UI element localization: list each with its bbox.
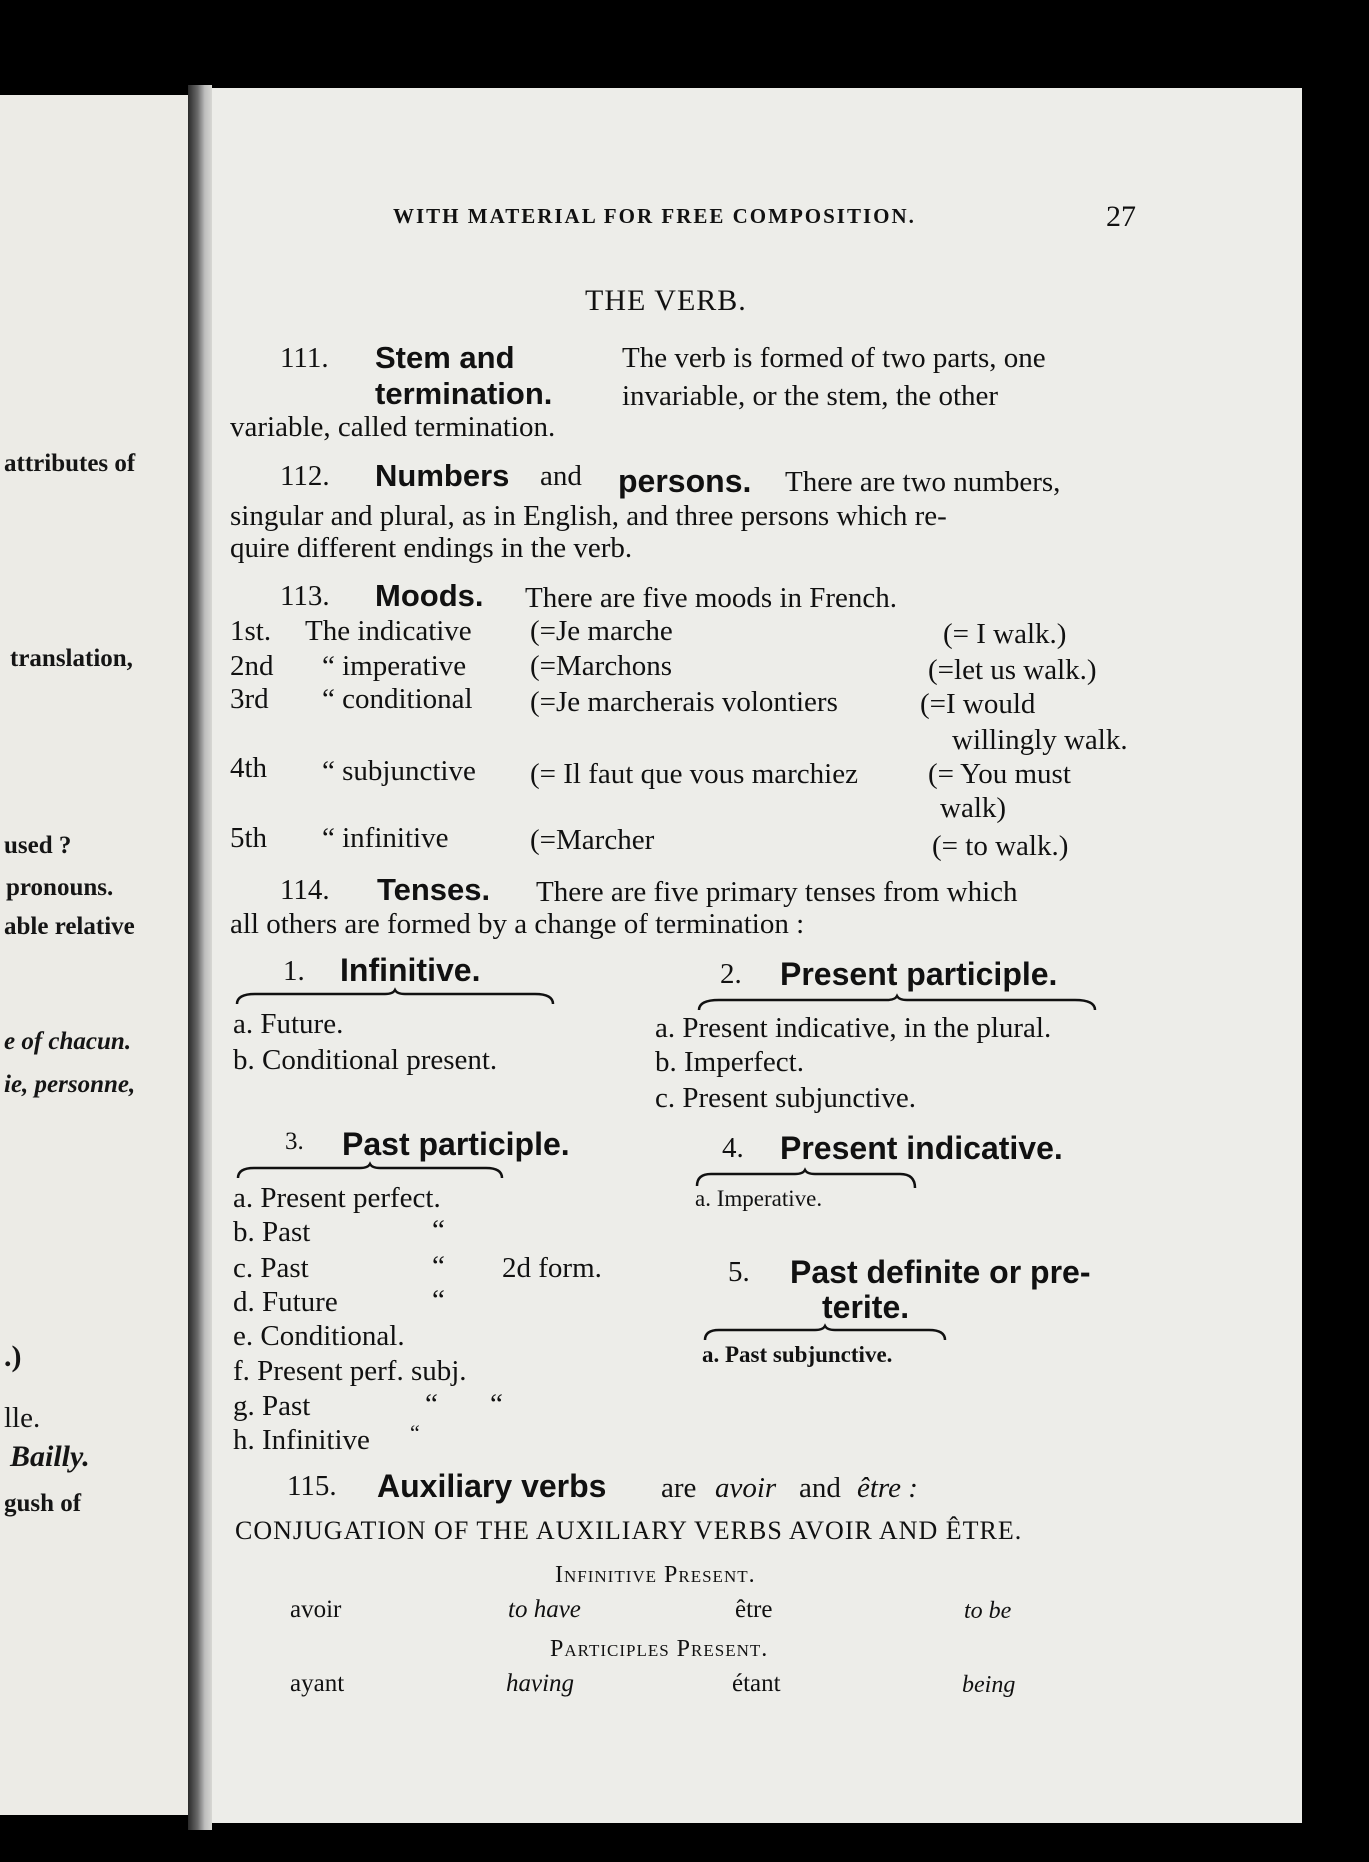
text-line: invariable, or the stem, the other <box>622 380 999 412</box>
mood-name: “ conditional <box>322 683 473 715</box>
mood-english: (= You must <box>928 758 1071 790</box>
mood-name: The indicative <box>305 615 472 647</box>
mood-ordinal: 5th <box>230 822 268 854</box>
group-item: a. Present perfect. <box>233 1182 441 1214</box>
paragraph-heading: Moods. <box>375 578 484 613</box>
text-line: are <box>661 1472 697 1504</box>
left-page <box>0 95 200 1815</box>
ditto-mark: “ <box>490 1388 503 1420</box>
paragraph-number: 111. <box>280 342 329 374</box>
left-fragment: .) <box>4 1340 22 1373</box>
mood-french: (=Marchons <box>530 650 672 682</box>
left-fragment: ie, personne, <box>4 1071 136 1098</box>
left-fragment: lle. <box>4 1402 41 1434</box>
mood-ordinal: 4th <box>230 752 268 784</box>
group-item: a. Present indicative, in the plural. <box>655 1012 1052 1044</box>
text-line: all others are formed by a change of termination : <box>230 908 805 940</box>
paragraph-heading: termination. <box>375 376 553 411</box>
group-item: c. Present subjunctive. <box>655 1082 916 1114</box>
group-number: 3. <box>285 1128 304 1155</box>
mood-french: (=Je marcherais volontiers <box>530 686 838 718</box>
mood-ordinal: 2nd <box>230 650 274 682</box>
left-fragment: used ? <box>4 832 72 859</box>
group-brace <box>236 1164 506 1184</box>
text-line: There are five moods in French. <box>525 582 898 614</box>
left-fragment: pronouns. <box>6 874 114 901</box>
mood-english: (= to walk.) <box>932 830 1069 862</box>
group-item: b. Past <box>233 1216 311 1248</box>
left-fragment: gush of <box>4 1490 82 1517</box>
group-item: e. Conditional. <box>233 1320 405 1352</box>
section-title: THE VERB. <box>585 284 747 317</box>
paragraph-number: 112. <box>280 460 330 492</box>
group-item: a. Past subjunctive. <box>702 1342 893 1367</box>
text-line: There are five primary tenses from which <box>536 876 1018 908</box>
group-item: b. Conditional present. <box>233 1044 498 1076</box>
left-fragment: translation, <box>10 645 133 672</box>
mood-french: (= Il faut que vous marchiez <box>530 758 858 790</box>
group-item: a. Imperative. <box>695 1186 823 1211</box>
text-line: variable, called termination. <box>230 411 556 443</box>
group-item: b. Imperfect. <box>655 1046 804 1078</box>
text-line: There are two numbers, <box>785 466 1061 498</box>
conjugation-cell: to have <box>508 1596 581 1623</box>
text-line: and <box>799 1472 841 1504</box>
group-number: 5. <box>728 1256 750 1288</box>
text-line: The verb is formed of two parts, one <box>622 342 1046 374</box>
group-brace <box>235 990 555 1010</box>
group-title: terite. <box>822 1289 910 1325</box>
left-fragment: Bailly. <box>10 1440 90 1473</box>
group-title: Past definite or pre- <box>790 1254 1091 1290</box>
group-number: 1. <box>283 955 305 987</box>
left-fragment: attributes of <box>4 450 136 477</box>
ditto-mark: “ <box>425 1388 438 1420</box>
paragraph-heading: Auxiliary verbs <box>377 1468 607 1504</box>
ditto-mark: “ <box>410 1420 420 1445</box>
group-title: Present indicative. <box>780 1130 1063 1166</box>
paragraph-number: 115. <box>287 1470 337 1502</box>
paragraph-number: 114. <box>280 874 330 906</box>
group-item: a. Future. <box>233 1008 344 1040</box>
group-item: f. Present perf. subj. <box>233 1355 467 1387</box>
mood-english: willingly walk. <box>952 724 1128 756</box>
conjugation-cell: ayant <box>290 1670 345 1697</box>
text-line: avoir <box>715 1472 777 1504</box>
page-number: 27 <box>1106 200 1136 233</box>
mood-french: (=Marcher <box>530 824 655 856</box>
mood-name: “ infinitive <box>322 822 449 854</box>
left-fragment: able relative <box>4 913 135 940</box>
group-number: 4. <box>722 1132 744 1164</box>
ditto-mark: “ <box>432 1250 445 1282</box>
paragraph-heading: Tenses. <box>377 872 491 907</box>
conjugation-cell: to be <box>964 1598 1012 1624</box>
group-title: Infinitive. <box>340 952 481 988</box>
group-title: Present participle. <box>780 956 1058 992</box>
running-title: WITH MATERIAL FOR FREE COMPOSITION. <box>393 204 916 228</box>
mood-name: “ subjunctive <box>322 755 476 787</box>
group-item: h. Infinitive <box>233 1424 370 1456</box>
mood-english: (=I would <box>920 688 1036 720</box>
mood-english: walk) <box>940 792 1007 824</box>
text-line: quire different endings in the verb. <box>230 532 633 564</box>
mood-french: (=Je marche <box>530 615 673 647</box>
mood-english: (=let us walk.) <box>928 654 1097 686</box>
ditto-mark: “ <box>432 1214 445 1246</box>
paragraph-number: 113. <box>280 580 330 612</box>
mood-ordinal: 1st. <box>230 615 272 647</box>
conjugation-cell: étant <box>732 1670 781 1697</box>
paragraph-heading: persons. <box>618 463 752 499</box>
paragraph-heading: Numbers <box>375 458 510 493</box>
conjugation-title: CONJUGATION OF THE AUXILIARY VERBS AVOIR AND ÊTRE. <box>235 1516 1023 1545</box>
participles-heading: Participles Present. <box>550 1636 769 1662</box>
group-number: 2. <box>720 958 742 990</box>
text-line: and <box>540 460 582 492</box>
mood-name: “ imperative <box>322 650 467 682</box>
conjugation-cell: being <box>962 1672 1016 1698</box>
left-fragment: e of chacun. <box>4 1028 132 1055</box>
conjugation-cell: être <box>735 1596 773 1623</box>
ditto-mark: “ <box>432 1284 445 1316</box>
infinitive-heading: Infinitive Present. <box>555 1562 756 1588</box>
text-line: singular and plural, as in English, and three persons which re- <box>230 500 947 532</box>
book-gutter <box>188 85 212 1830</box>
paragraph-heading: Stem and <box>375 340 515 375</box>
conjugation-cell: avoir <box>290 1596 342 1623</box>
mood-english: (= I walk.) <box>943 618 1067 650</box>
mood-ordinal: 3rd <box>230 683 269 715</box>
group-item: c. Past <box>233 1252 309 1284</box>
group-item: d. Future <box>233 1286 338 1318</box>
group-item: g. Past <box>233 1390 311 1422</box>
text-line: être : <box>857 1472 918 1504</box>
conjugation-cell: having <box>506 1670 575 1697</box>
second-form-label: 2d form. <box>502 1252 602 1284</box>
group-title: Past participle. <box>342 1126 570 1162</box>
